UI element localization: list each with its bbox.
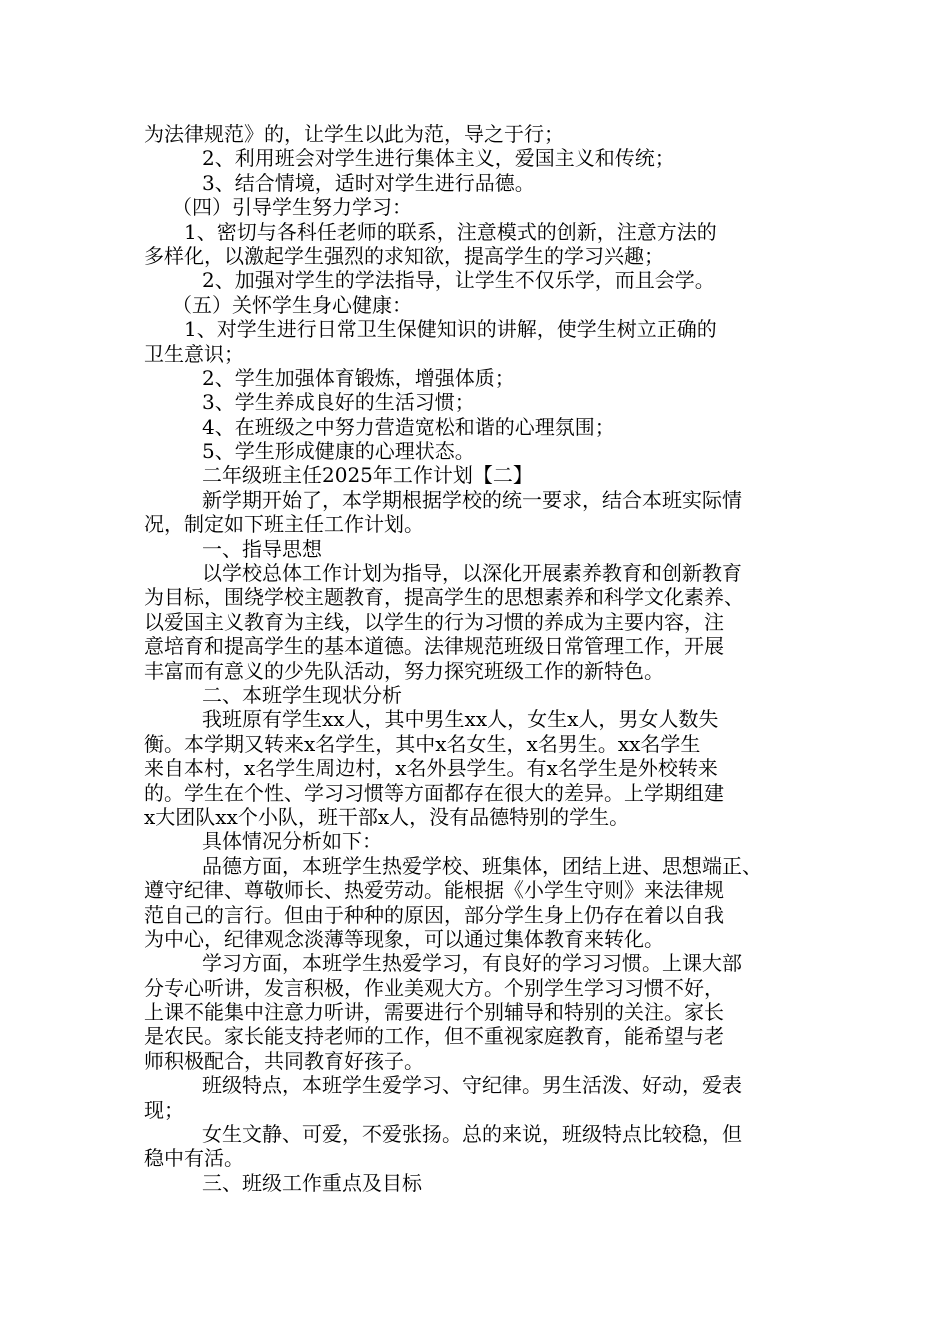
text-line: 师积极配合，共同教育好孩子。 [144,1048,424,1073]
text-line: 以爱国主义教育为主线，以学生的行为习惯的养成为主要内容，注 [144,609,724,634]
text-line: 4、在班级之中努力营造宽松和谐的心理氛围； [202,414,615,439]
text-line: 具体情况分析如下： [202,829,382,854]
text-line: 班级特点，本班学生爱学习、守纪律。男生活泼、好动，爱表 [202,1073,742,1098]
text-line: 2、加强对学生的学法指导，让学生不仅乐学，而且会学。 [202,268,715,293]
text-line: 2、利用班会对学生进行集体主义，爱国主义和传统； [202,146,675,171]
text-line: 衡。本学期又转来x名学生，其中x名女生，x名男生。xx名学生 [144,731,701,756]
text-line: 是农民。家长能支持老师的工作，但不重视家庭教育，能希望与老 [144,1024,724,1049]
section-heading: 二、本班学生现状分析 [202,682,402,707]
text-line: 分专心听讲，发言积极，作业美观大方。个别学生学习习惯不好， [144,975,724,1000]
document-title: 二年级班主任2025年工作计划【二】 [202,463,533,488]
text-line: 学习方面，本班学生热爱学习，有良好的学习习惯。上课大部 [202,951,742,976]
text-line: 1、对学生进行日常卫生保健知识的讲解，使学生树立正确的 [184,317,717,342]
text-line: 新学期开始了，本学期根据学校的统一要求，结合本班实际情 [202,487,742,512]
text-line: 品德方面，本班学生热爱学校、班集体，团结上进、思想端正、 [202,853,762,878]
text-line: 来自本村，x名学生周边村，x名外县学生。有x名学生是外校转来 [144,756,718,781]
text-line: 范自己的言行。但由于种种的原因，部分学生身上仍存在着以自我 [144,902,724,927]
text-line: 以学校总体工作计划为指导，以深化开展素养教育和创新教育 [202,561,742,586]
text-line: x大团队xx个小队，班干部x人，没有品德特别的学生。 [144,804,630,829]
text-line: 我班原有学生xx人，其中男生xx人，女生x人，男女人数失 [202,707,719,732]
text-line: 1、密切与各科任老师的联系，注意模式的创新，注意方法的 [184,219,717,244]
text-line: 卫生意识； [144,341,244,366]
text-line: 遵守纪律、尊敬师长、热爱劳动。能根据《小学生守则》来法律规 [144,878,724,903]
section-heading: 三、班级工作重点及目标 [202,1170,422,1195]
text-line: 稳中有活。 [144,1146,244,1171]
text-line: 为中心，纪律观念淡薄等现象，可以通过集体教育来转化。 [144,926,664,951]
text-line: 女生文静、可爱，不爱张扬。总的来说，班级特点比较稳，但 [202,1122,742,1147]
text-line: 况，制定如下班主任工作计划。 [144,512,424,537]
section-heading: 一、指导思想 [202,536,322,561]
text-line: 意培育和提高学生的基本道德。法律规范班级日常管理工作，开展 [144,634,724,659]
section-heading: （五）关怀学生身心健康： [172,292,412,317]
text-line: 丰富而有意义的少先队活动，努力探究班级工作的新特色。 [144,658,664,683]
section-heading: （四）引导学生努力学习： [172,195,412,220]
text-line: 为法律规范》的，让学生以此为范，导之于行； [144,122,564,146]
text-line: 2、学生加强体育锻炼，增强体质； [202,365,515,390]
text-line: 为目标，围绕学校主题教育，提高学生的思想素养和科学文化素养、 [144,585,744,610]
text-line: 上课不能集中注意力听讲，需要进行个别辅导和特别的关注。家长 [144,1000,724,1025]
text-line: 现； [144,1097,184,1122]
text-line: 5、学生形成健康的心理状态。 [202,439,475,464]
text-line: 3、结合情境，适时对学生进行品德。 [202,170,535,195]
document-body [144,122,824,1195]
text-line: 的。学生在个性、学习习惯等方面都存在很大的差异。上学期组建 [144,780,724,805]
text-line: 多样化，以激起学生强烈的求知欲，提高学生的学习兴趣； [144,243,664,268]
text-line: 3、学生养成良好的生活习惯； [202,390,475,415]
